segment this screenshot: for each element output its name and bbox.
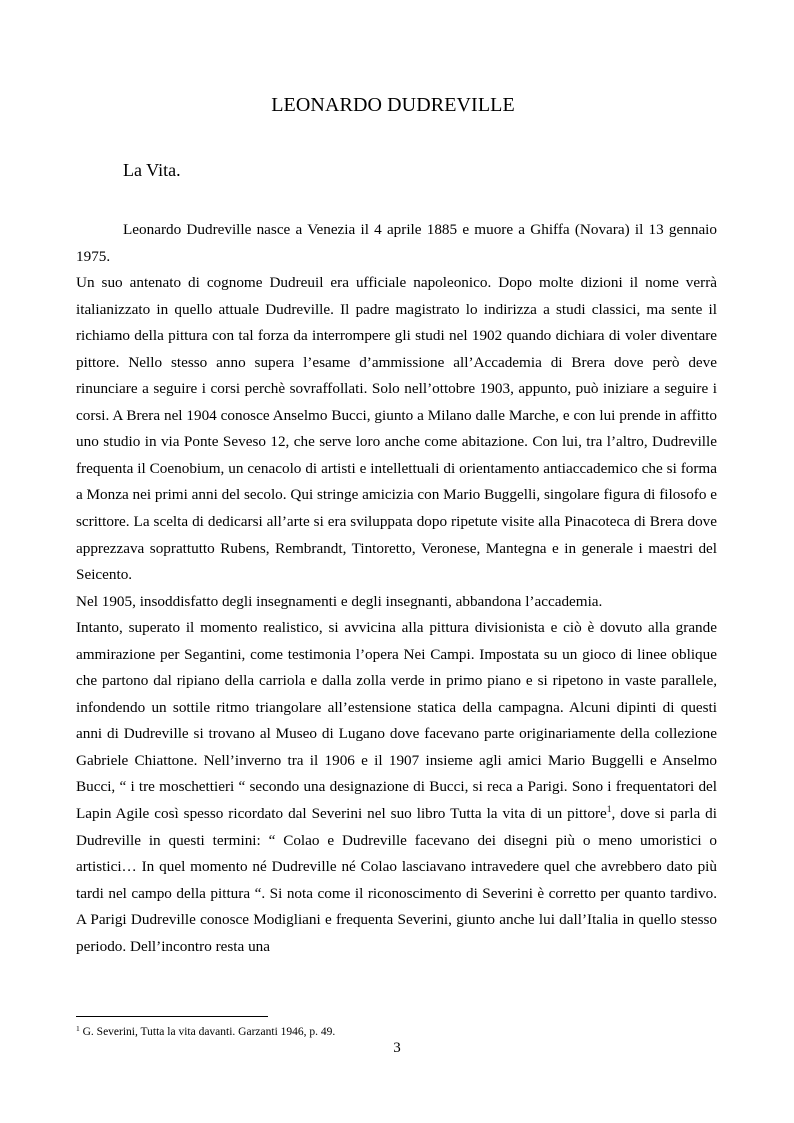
section-heading: La Vita. bbox=[123, 160, 181, 180]
footnote bbox=[76, 1025, 717, 1039]
body-text bbox=[76, 217, 717, 960]
page-number: 3 bbox=[393, 1040, 401, 1056]
footnote-reference[interactable]: 1 bbox=[606, 805, 612, 816]
paragraph-early-life: Un suo antenato di cognome Dudreuil era ufficiale napoleonico. Dopo molte dizioni il nome verrà italianizzato in quello attuale Dudreville. Il padre magistrato lo indirizza a studi classici, ma sente il richiamo della pittura con tal forza da interrompere gli studi nel 1902 quando dichiara di voler diventare pittore. Nello stesso anno supera l’esame d’ammissione all’Accademia di Brera dove però deve rinunciare a seguire i corsi perchè sovraffollati. Solo nell’ottobre 1903, appunto, può iniziare a seguire i corsi. A Brera nel 1904 conosce Anselmo Bucci, giunto a Milano dalle Marche, e con lui prende in affitto uno studio in via Ponte Seveso 12, che serve loro anche come abitazione. Con lui, tra l’altro, Dudreville frequenta il Coenobium, un cenacolo di artisti e intellettuali di orientamento antiaccademico che si forma a Monza nei primi anni del secolo. Qui stringe amicizia con Mario Buggelli, singolare figura di filosofo e scrittore. La scelta di dedicarsi all’arte si era sviluppata dopo ripetute visite alla Pinacoteca di Brera dove apprezzava soprattutto Rubens, Rembrandt, Tintoretto, Veronese, Mantegna e in generale i maestri del Seicento. bbox=[76, 274, 717, 584]
paragraph-divisionism-part-1: Intanto, superato il momento realistico, si avvicina alla pittura divisionista e ciò è dovuto alla grande ammirazione per Segantini, come testimonia l’opera Nei Campi. Impostata su un gioco di linee oblique che partono dal ripiano della carriola e dalla zolla verde in primo piano e si ripetono in vaste parallele, infondendo un sottile ritmo triangolare all’estensione statica della campagna. Alcuni dipinti di questi anni di Dudreville si trovano al Museo di Lugano dove facevano parte originariamente della collezione Gabriele Chiattone. Nell’inverno tra il 1906 e il 1907 insieme agli amici Mario Buggelli e Anselmo Bucci, “ i tre moschettieri “ secondo una designazione di Bucci, si reca a Parigi. Sono i frequentatori del Lapin Agile così spesso ricordato dal Severini nel suo libro Tutta la vita di un pittore bbox=[76, 619, 717, 823]
footnote-marker: 1 bbox=[76, 1024, 80, 1033]
page-title: LEONARDO DUDREVILLE bbox=[271, 94, 515, 116]
footnote-divider bbox=[76, 1016, 268, 1017]
paragraph-divisionism bbox=[76, 615, 717, 960]
paragraph-academy-leave: Nel 1905, insoddisfatto degli insegnamenti e degli insegnanti, abbandona l’accademia. bbox=[76, 592, 603, 610]
paragraph-intro: Leonardo Dudreville nasce a Venezia il 4 aprile 1885 e muore a Ghiffa (Novara) il 13 gennaio 1975. bbox=[76, 221, 717, 265]
footnote-text: G. Severini, Tutta la vita davanti. Garzanti 1946, p. 49. bbox=[79, 1026, 336, 1038]
paragraph-divisionism-part-2: , dove si parla di Dudreville in questi termini: “ Colao e Dudreville facevano dei disegni più o meno umoristici o artistici… In quel momento né Dudreville né Colao lasciavano intravedere quel che avrebbero dato più tardi nel campo della pittura “. Si nota come il riconoscimento di Severini è corretto per quanto tardivo. A Parigi Dudreville conosce Modigliani e frequenta Severini, giunto anche lui dall’Italia in quello stesso periodo. Dell’incontro resta una bbox=[76, 805, 717, 955]
